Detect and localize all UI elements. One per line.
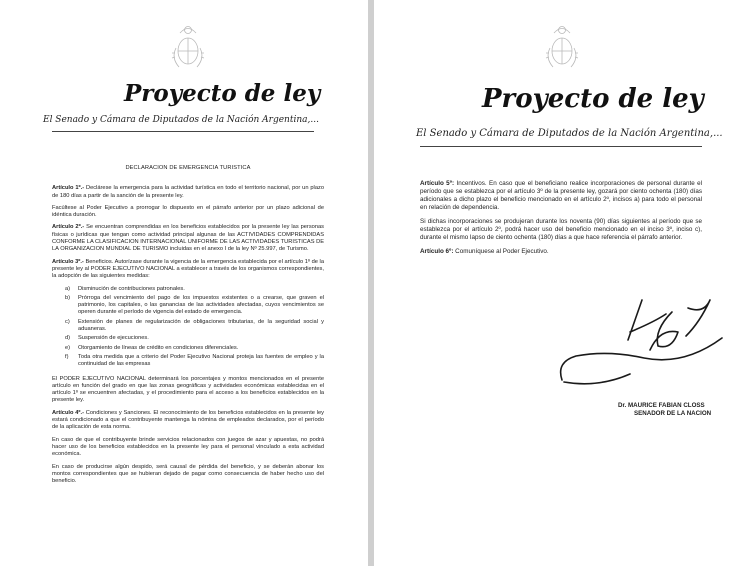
list-text: Otorgamiento de líneas de crédito en condiciones diferenciales. [78,344,239,351]
header-divider [52,131,314,132]
list-text: Prórroga del vencimiento del pago de los impuestos existentes o a crearse, que graven el patrimonio, los capitales, o las ganancias de las actividades afectadas, cuyos vencimientos se operen durante el período de vigencia del estado de emergencia. [78,294,324,316]
article-text: Comuníquese al Poder Ejecutivo. [453,248,549,255]
list-text: Disminución de contribuciones patronales. [78,285,185,292]
article-5-paragraph-2: Si dichas incorporaciones se produjeran durante los noventa (90) días siguientes al período que se establezca por el artículo 2º, podrá hacer uso del beneficio mencionado en el inciso 3º, inciso c), durante el mismo lapso de ciento ochenta (180) días a que hace referencia el párrafo anterior. [420,218,702,241]
article-label: Artículo 5º: [420,180,455,187]
handwritten-signature [554,292,734,404]
article-text: Declárese la emergencia para la actividad turística en todo el territorio nacional, por un plazo de 180 días a partir de la sanción de la presente ley. [52,185,324,199]
article-text: Se encuentran comprendidas en los beneficios establecidos por la presente ley las personas físicas o jurídicas que tengan como actividad principal algunas de las ACTIVIDADES COMPRENDIDAS CONFORME LA CLASIFICACION INTERNACIONAL UNIFORME DE LAS ACTIVIDADES TURISTICAS DE LA ORGANIZACION MUNDIAL DE TURISMO incluidas en el anexo I de la ley Nº 25.997, de Turismo. [52,224,324,253]
article-text: Incentivos. En caso que el beneficiano realice incorporaciones de personal durante el período que se establezca por el artículo 3º de la presente ley, gozará por ciento ochenta (180) días adicionales a dicho plazo el beneficio mencionado en el artículo 2º, incisos a) para todo el personal en relación de dependencia. [420,180,703,211]
list-text: Extensión de planes de regularización de obligaciones tributarias, de la seguridad social y aduaneras. [78,318,324,333]
article-4 [52,410,324,432]
list-letter: b) [65,294,71,301]
list-item [65,345,324,352]
article-2 [52,224,324,253]
list-item [65,319,324,334]
list-item [65,286,324,293]
article-label: Artículo 2º.- [52,224,85,231]
list-text: Suspensión de ejecuciones. [78,335,149,342]
section-heading: DECLARACION DE EMERGENCIA TURISTICA [125,165,251,171]
list-item [65,335,324,342]
coat-of-arms-seal-icon [168,20,208,72]
document-page-right [374,0,744,566]
document-subtitle: El Senado y Cámara de Diputados de la Nación Argentina,... [43,115,319,125]
document-subtitle: El Senado y Cámara de Diputados de la Nación Argentina,... [416,128,723,139]
article-4-paragraph-3: En caso de producirse algún despido, será causal de pérdida del beneficio, y se deberán abonar los montos correspondientes que se hubieran dejado de pagar como consecuencia de haber hecho uso del beneficio. [52,463,324,485]
article-1 [52,185,324,200]
article-3-paragraph-2: El PODER EJECUTIVO NACIONAL determinará los porcentajes y montos mencionados en el presente artículo en función del grado en que las zonas geográficas y actividades económicas establecidas en el artículo 1º se encuentren afectadas, y el procedimiento para el acceso a los beneficios establecidos en la presente ley. [52,375,324,404]
article-label: Artículo 3º.- [52,258,84,265]
coat-of-arms-seal-icon [542,20,582,72]
document-title: Proyecto de ley [482,84,704,114]
article-label: Artículo 4º.- [52,409,84,416]
document-body-left [52,165,324,490]
article-6 [420,248,702,256]
article-3 [52,259,324,281]
document-body-right [420,180,702,261]
document-page-left [0,0,368,566]
list-letter: c) [65,318,70,325]
list-letter: a) [65,285,71,292]
list-item [65,295,324,317]
header-divider [420,146,702,147]
article-1-paragraph-2: Facúltese al Poder Ejecutivo a prorrogar lo dispuesto en el párrafo anterior por un plazo adicional de idéntica duración. [52,204,324,219]
article-label: Artículo 6º: [420,248,454,255]
list-item [65,354,324,369]
article-text: Condiciones y Sanciones. El reconocimiento de los beneficios establecidos en la presente ley estará condicionado a que el contribuyente mantenga la nómina de empleados declarados, por el período de la aplicación de esta norma. [52,409,325,431]
article-text: Beneficios. Autorízase durante la vigencia de la emergencia establecida por el artículo 1º de la presente ley al PODER EJECUTIVO NACIONAL a establecer a través de los organismos correspondientes, la adopción de las siguientes medidas: [52,258,324,280]
document-title: Proyecto de ley [124,80,321,107]
article-label: Artículo 1º.- [52,185,85,192]
signatory-name: Dr. MAURICE FABIAN CLOSS [618,402,705,409]
list-letter: d) [65,335,71,342]
article-4-paragraph-2: En caso de que el contribuyente brinde servicios relacionados con juegos de azar y apuestas, no podrá hacer uso de los beneficios establecidos en la presente ley para el personal vinculado a esta actividad económica. [52,436,324,458]
article-5 [420,180,702,212]
signatory-role: SENADOR DE LA NACION [634,410,712,417]
measures-list [52,286,324,369]
list-text: Toda otra medida que a criterio del Poder Ejecutivo Nacional proteja las fuentes de empleo y la continuidad de las empresas [78,353,324,368]
list-letter: f) [65,353,69,360]
list-letter: e) [65,344,71,351]
